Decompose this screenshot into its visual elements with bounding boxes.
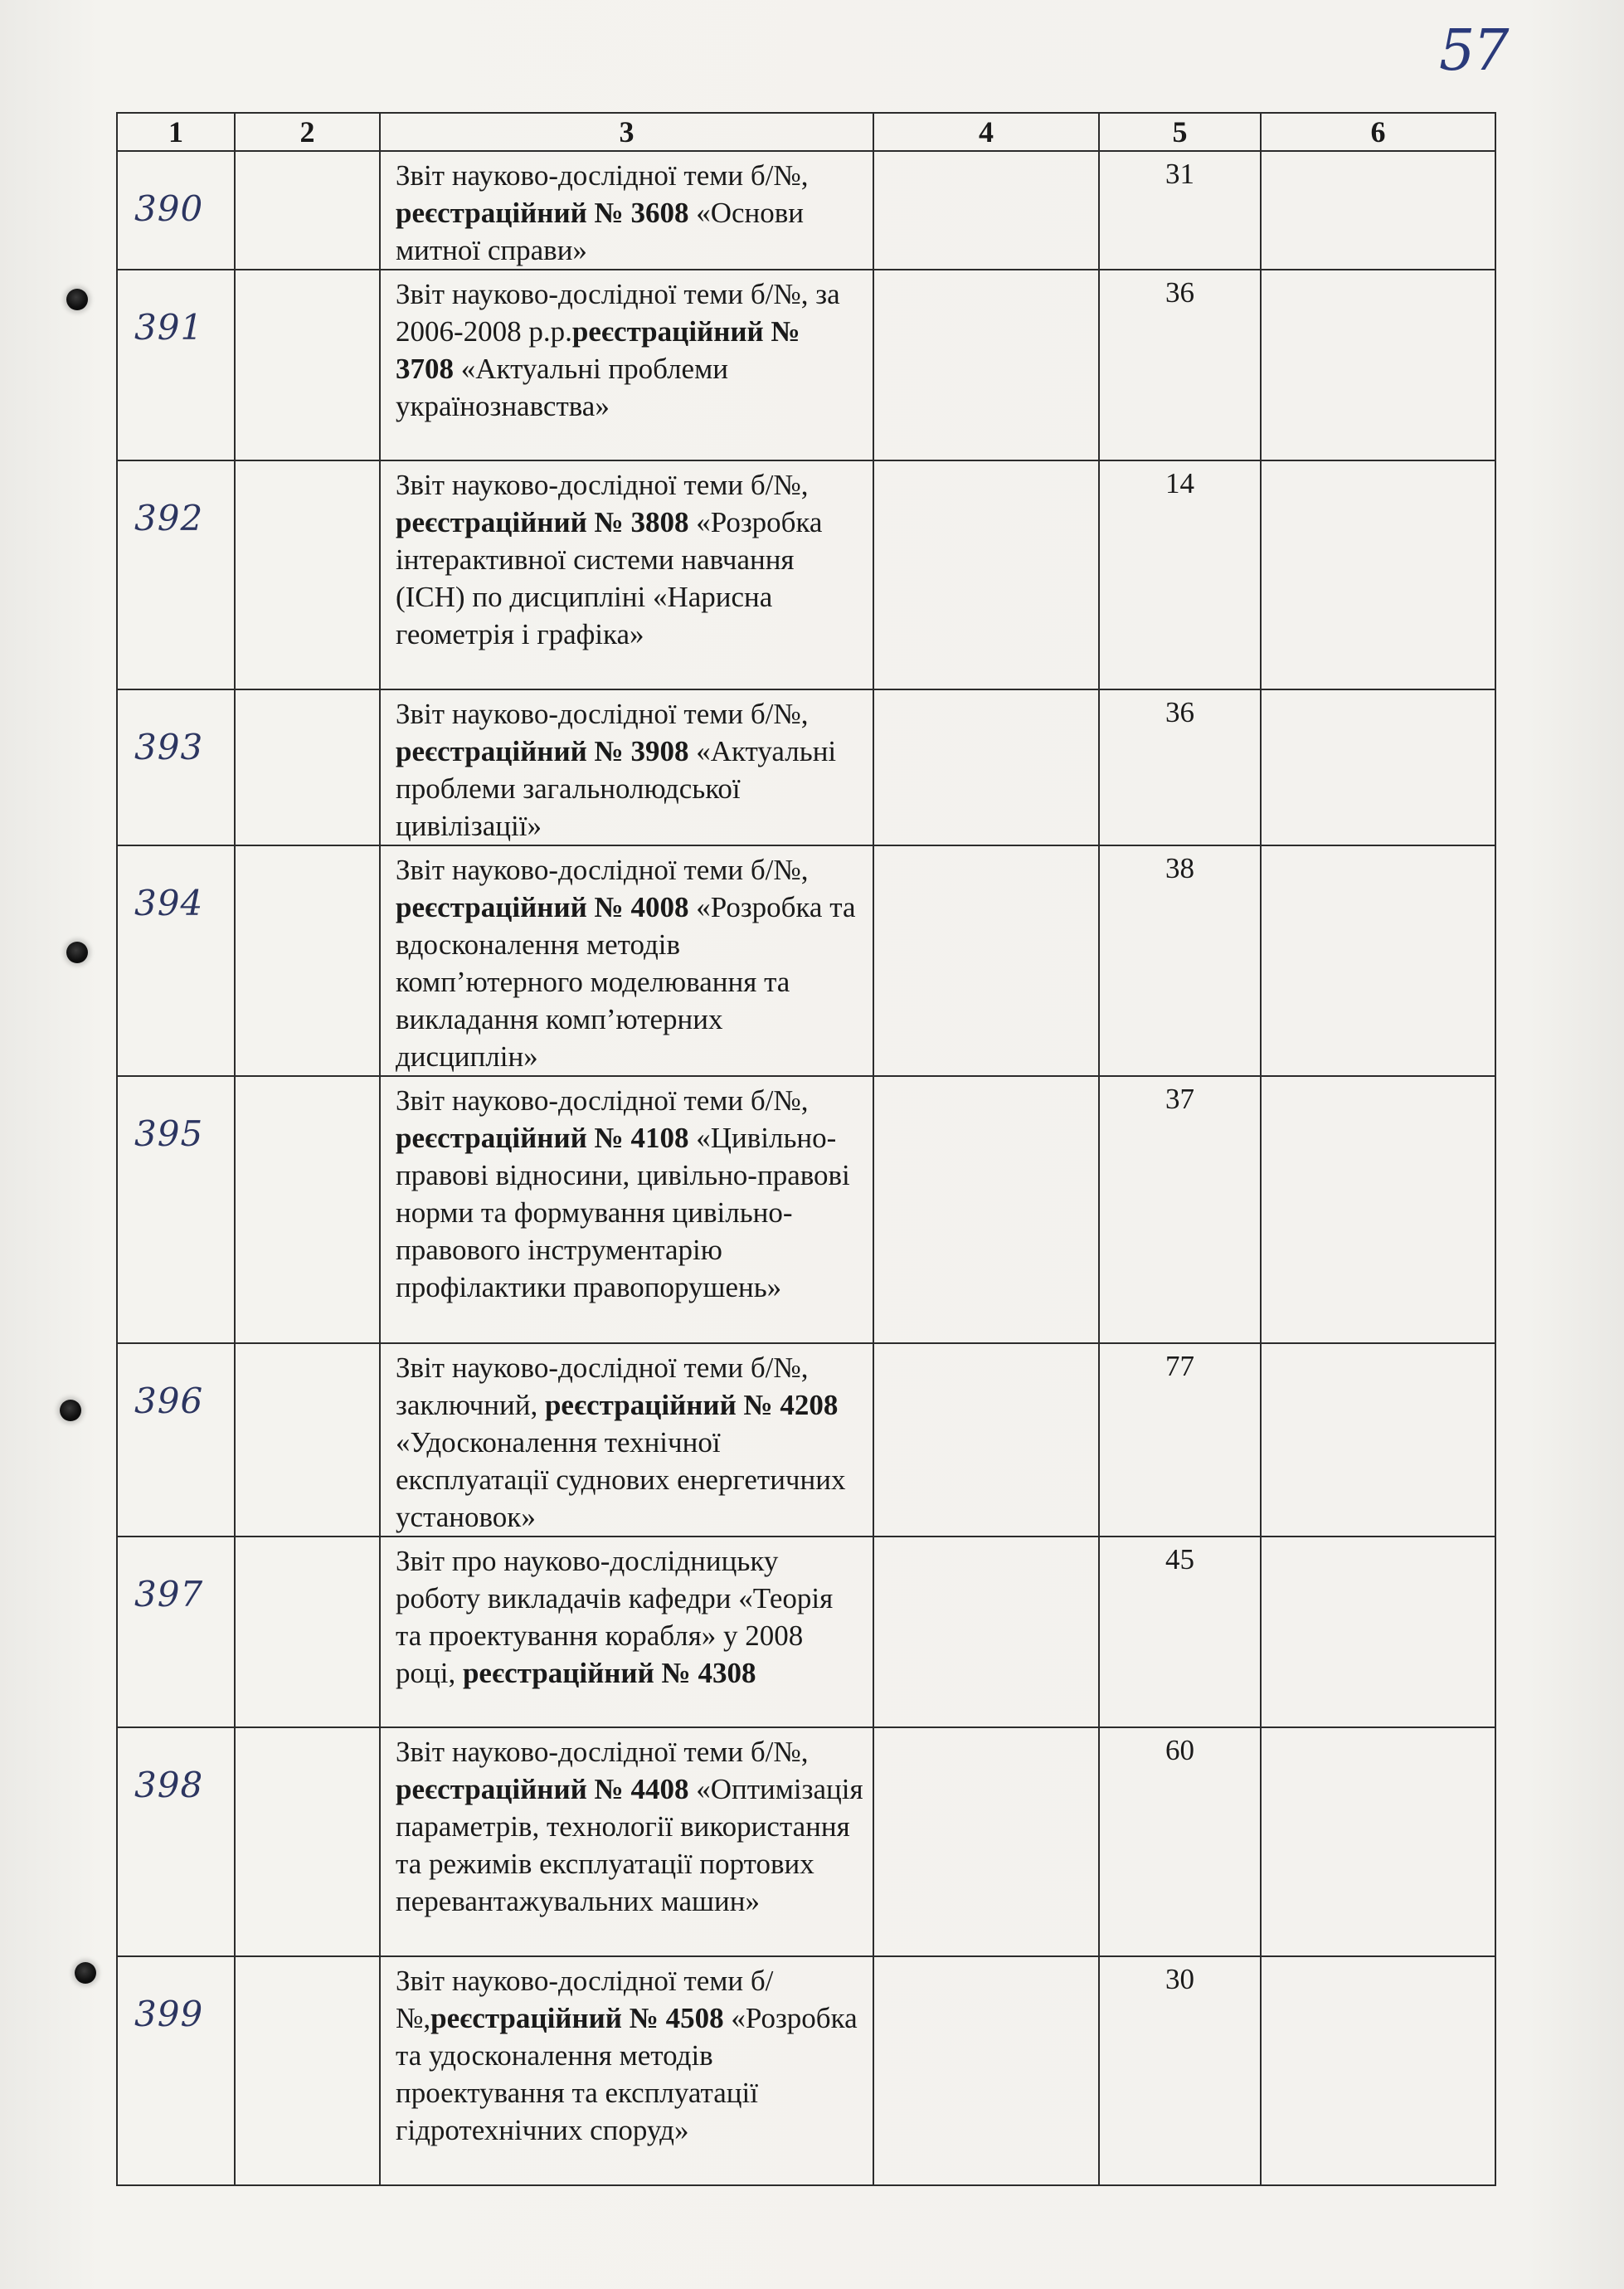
- description-line: Звіт науково-дослідної теми: [396, 1965, 744, 1997]
- table-row: [117, 270, 1495, 460]
- description-line: Звіт науково-дослідної теми: [396, 1351, 744, 1384]
- empty-cell: [235, 1727, 380, 1956]
- report-description: [380, 1956, 873, 2185]
- report-description: [380, 1343, 873, 1537]
- description-prefix: б/№,: [750, 854, 809, 886]
- empty-cell: [1261, 270, 1495, 460]
- description-prefix: б/№,: [750, 698, 809, 730]
- empty-cell: [235, 151, 380, 270]
- column-header: 3: [380, 113, 873, 151]
- table-row: [117, 1537, 1495, 1727]
- description-prefix: б/№,: [396, 1965, 774, 2034]
- handwritten-item-number: 395: [134, 1113, 204, 1154]
- item-number-cell: [117, 1727, 235, 1956]
- empty-cell: [873, 1727, 1099, 1956]
- item-number-cell: [117, 689, 235, 845]
- registration-number: реєстраційний № 3608: [396, 197, 689, 229]
- page-count: 38: [1099, 845, 1261, 1076]
- page-count: 77: [1099, 1343, 1261, 1537]
- empty-cell: [873, 1343, 1099, 1537]
- page-count: 36: [1099, 270, 1261, 460]
- header-row: [117, 113, 1495, 151]
- handwritten-item-number: 396: [134, 1381, 204, 1421]
- empty-cell: [873, 151, 1099, 270]
- empty-cell: [235, 1956, 380, 2185]
- report-title: «Розробка та вдосконалення методів комп’ютерного моделювання та викладання комп’ютерних дисциплін»: [396, 891, 856, 1073]
- report-title: «Основи митної справи»: [396, 197, 805, 266]
- table-row: [117, 689, 1495, 845]
- report-title: «Оптимізація параметрів, технології використання та режимів експлуатації портових перевантажувальних машин»: [396, 1773, 863, 1917]
- empty-cell: [1261, 1076, 1495, 1343]
- handwritten-item-number: 393: [134, 727, 204, 767]
- empty-cell: [235, 1076, 380, 1343]
- page-count: 60: [1099, 1727, 1261, 1956]
- registration-number: реєстраційний № 4408: [396, 1773, 689, 1805]
- report-title: «Актуальні проблеми українознавства»: [396, 353, 728, 422]
- page-count: 31: [1099, 151, 1261, 270]
- report-description: [380, 845, 873, 1076]
- empty-cell: [1261, 1956, 1495, 2185]
- item-number-cell: [117, 1537, 235, 1727]
- handwritten-item-number: 398: [134, 1765, 204, 1805]
- description-prefix: б/№,: [750, 469, 809, 501]
- empty-cell: [1261, 1537, 1495, 1727]
- empty-cell: [873, 270, 1099, 460]
- handwritten-item-number: 391: [134, 307, 204, 348]
- report-description: [380, 1727, 873, 1956]
- description-prefix: б/№, заключний,: [396, 1351, 809, 1421]
- empty-cell: [235, 460, 380, 689]
- description-line: Звіт про науково-дослідницьку роботу викладачів кафедри «Теорія та проектування корабля» у 2008 році,: [396, 1545, 834, 1689]
- punch-hole: [60, 1400, 81, 1421]
- item-number-cell: [117, 151, 235, 270]
- empty-cell: [235, 845, 380, 1076]
- description-line: Звіт науково-дослідної теми: [396, 469, 744, 501]
- page-number: 57: [1439, 18, 1508, 84]
- report-description: [380, 460, 873, 689]
- column-header: 2: [235, 113, 380, 151]
- punch-hole: [66, 942, 88, 963]
- report-description: [380, 151, 873, 270]
- report-description: [380, 1537, 873, 1727]
- description-line: Звіт науково-дослідної теми: [396, 1084, 744, 1117]
- empty-cell: [873, 1076, 1099, 1343]
- page-count: 37: [1099, 1076, 1261, 1343]
- empty-cell: [235, 1343, 380, 1537]
- report-description: [380, 689, 873, 845]
- description-line: Звіт науково-дослідної теми: [396, 698, 744, 730]
- report-title: «Актуальні проблеми загальнолюдської цивілізації»: [396, 735, 837, 842]
- punch-hole: [75, 1962, 96, 1984]
- registration-number: реєстраційний № 4208: [544, 1389, 839, 1421]
- item-number-cell: [117, 1076, 235, 1343]
- empty-cell: [1261, 151, 1495, 270]
- item-number-cell: [117, 1956, 235, 2185]
- empty-cell: [1261, 460, 1495, 689]
- description-line: Звіт науково-дослідної теми: [396, 1736, 744, 1768]
- report-title: «Цивільно-правові відносини, цивільно-правові норми та формування цивільно-правового інструментарію профілактики правопорушень»: [396, 1122, 850, 1303]
- column-header: 1: [117, 113, 235, 151]
- table-row: [117, 460, 1495, 689]
- empty-cell: [873, 1537, 1099, 1727]
- description-line: Звіт науково-дослідної теми: [396, 278, 744, 310]
- empty-cell: [235, 270, 380, 460]
- page-count: 30: [1099, 1956, 1261, 2185]
- handwritten-item-number: 394: [134, 883, 204, 923]
- item-number-cell: [117, 845, 235, 1076]
- registration-number: реєстраційний № 3908: [396, 735, 689, 767]
- table-row: [117, 845, 1495, 1076]
- register-table: [116, 112, 1496, 2186]
- registration-number: реєстраційний № 4508: [430, 2002, 724, 2034]
- registration-number: реєстраційний № 3808: [396, 506, 689, 538]
- report-title: «Розробка та удосконалення методів проектування та експлуатації гідротехнічних споруд»: [396, 2002, 858, 2146]
- table-row: [117, 1956, 1495, 2185]
- column-header: 4: [873, 113, 1099, 151]
- handwritten-item-number: 390: [134, 188, 204, 229]
- item-number-cell: [117, 460, 235, 689]
- registration-number: реєстраційний № 4008: [396, 891, 689, 923]
- empty-cell: [1261, 845, 1495, 1076]
- empty-cell: [873, 1956, 1099, 2185]
- page-count: 45: [1099, 1537, 1261, 1727]
- table-row: [117, 1727, 1495, 1956]
- report-title: «Розробка інтерактивної системи навчання (ІСН) по дисципліні «Нарисна геометрія і графіка»: [396, 506, 823, 650]
- handwritten-item-number: 392: [134, 498, 204, 538]
- page-count: 36: [1099, 689, 1261, 845]
- empty-cell: [1261, 689, 1495, 845]
- registration-number: реєстраційний № 3708: [396, 315, 800, 385]
- empty-cell: [235, 689, 380, 845]
- table-row: [117, 151, 1495, 270]
- empty-cell: [873, 460, 1099, 689]
- report-title: «Удосконалення технічної експлуатації суднових енергетичних установок»: [396, 1426, 846, 1533]
- description-line: Звіт науково-дослідної теми: [396, 159, 744, 192]
- registration-number: реєстраційний № 4108: [396, 1122, 689, 1154]
- registration-number: реєстраційний № 4308: [462, 1657, 756, 1689]
- table-row: [117, 1076, 1495, 1343]
- empty-cell: [1261, 1727, 1495, 1956]
- empty-cell: [1261, 1343, 1495, 1537]
- empty-cell: [235, 1537, 380, 1727]
- description-line: Звіт науково-дослідної теми: [396, 854, 744, 886]
- punch-hole: [66, 289, 88, 310]
- description-prefix: б/№,: [750, 159, 809, 192]
- handwritten-item-number: 397: [134, 1574, 204, 1614]
- column-header: 5: [1099, 113, 1261, 151]
- report-description: [380, 1076, 873, 1343]
- item-number-cell: [117, 270, 235, 460]
- description-prefix: б/№,: [750, 1084, 809, 1117]
- page-count: 14: [1099, 460, 1261, 689]
- handwritten-item-number: 399: [134, 1994, 204, 2034]
- column-header: 6: [1261, 113, 1495, 151]
- description-prefix: б/№, за 2006-2008 р.р.: [396, 278, 840, 348]
- table-row: [117, 1343, 1495, 1537]
- report-description: [380, 270, 873, 460]
- empty-cell: [873, 689, 1099, 845]
- empty-cell: [873, 845, 1099, 1076]
- description-prefix: б/№,: [750, 1736, 809, 1768]
- item-number-cell: [117, 1343, 235, 1537]
